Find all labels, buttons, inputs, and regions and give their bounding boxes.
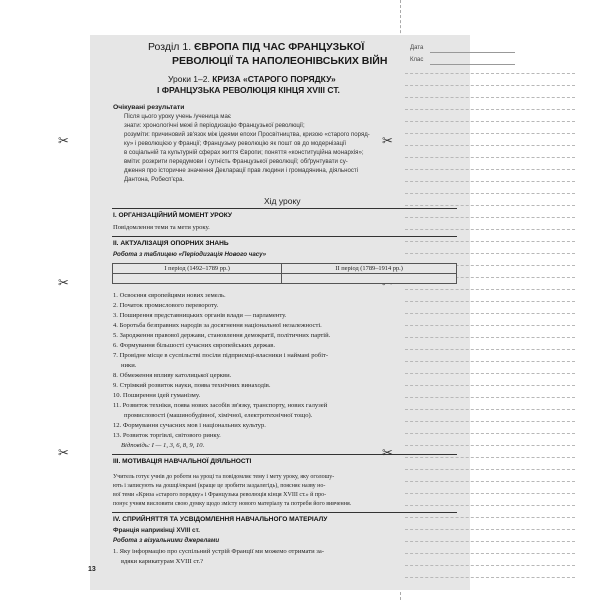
section-4-subheading: Франція наприкінці XVIII ст. (113, 527, 200, 534)
section-4-heading: IV. СПРИЙНЯТТЯ ТА УСВІДОМЛЕННЯ НАВЧАЛЬНОГО МАТЕРІАЛУ (113, 516, 328, 523)
date-label: Дата (410, 45, 424, 51)
list-item: 12. Формування сучасних мов і національних культур. (113, 422, 266, 429)
outcomes-line: ку» і революцією у Франції; Французьку революцію як пошт ов до модернізації (124, 140, 347, 147)
motivation-line: понує учням висловити свою думку щодо змісту нового матеріалу та потреби його вивчення. (113, 501, 352, 507)
list-item: 6. Формування більшості сучасних європейських держав. (113, 342, 276, 349)
list-item: 11. Розвиток техніки, поява нових засобів зв'язку, транспорту, нових галузей (113, 402, 328, 409)
question-line: 1. Яку інформацію про суспільний устрій Франції ми можемо отримати за- (113, 548, 325, 555)
outcomes-line: дження про історичне значення Декларації прав людини і громадянина, діяльності (124, 167, 359, 174)
periodization-table (112, 263, 457, 284)
table-header-period-1: І період (1492–1789 рр.) (113, 264, 282, 274)
list-item: ники. (121, 362, 137, 369)
list-item: 3. Поширення представницьких органів влади — парламенту. (113, 312, 287, 319)
outcomes-line: Дантона, Робесп'єра. (124, 176, 185, 183)
table-cell[interactable] (113, 274, 282, 284)
page-number: 13 (88, 566, 96, 573)
answer-line: Відповідь: І — 1, 3, 6, 8, 9, 10. (121, 442, 205, 449)
section-4-task: Робота з візуальними джерелами (113, 537, 220, 544)
list-item: 13. Розвиток торгівлі, світового ринку. (113, 432, 221, 439)
question-line: вдяки карикатурам XVIII ст.? (121, 558, 204, 565)
section-rule (112, 454, 457, 455)
chapter-title-line1: Розділ 1. ЄВРОПА ПІД ЧАС ФРАНЦУЗЬКОЇ (148, 41, 365, 53)
scissors-icon: ✂ (58, 445, 69, 460)
section-rule (112, 236, 457, 237)
class-label: Клас (410, 57, 424, 63)
outcomes-line: вміти: розкрити передумови і сутність Французької революції; обґрунтувати су- (124, 158, 348, 165)
outcomes-line: знати: хронологічні межі й періодизацію Французької революції; (124, 122, 305, 129)
section-rule (112, 208, 457, 209)
table-cell[interactable] (282, 274, 457, 284)
lesson-title-line2: І ФРАНЦУЗЬКА РЕВОЛЮЦІЯ КІНЦЯ XVIII СТ. (157, 85, 340, 95)
list-item: 1. Освоєння європейцями нових земель. (113, 292, 226, 299)
scissors-icon: ✂ (382, 133, 393, 148)
table-header-period-2: ІІ період (1789–1914 рр.) (282, 264, 457, 274)
outcomes-line: в соціальній та культурній сферах життя Європи; поняття «конституційна монархія»; (124, 149, 364, 156)
motivation-line: ють і записують на дошці/екрані (краще це зробити заздалегідь), поясняє назву но- (113, 483, 326, 489)
outcomes-heading: Очікувані результати (113, 104, 185, 111)
list-item: промисловості (машинобудівної, хімічної, електротехнічної тощо). (124, 412, 313, 419)
list-item: 10. Поширення ідей гуманізму. (113, 392, 201, 399)
list-item: 8. Обмеження впливу католицької церкви. (113, 372, 232, 379)
section-1-heading: І. ОРГАНІЗАЦІЙНИЙ МОМЕНТ УРОКУ (113, 212, 233, 219)
scissors-icon: ✂ (58, 275, 69, 290)
section-3-heading: ІІІ. МОТИВАЦІЯ НАВЧАЛЬНОЇ ДІЯЛЬНОСТІ (113, 458, 252, 465)
list-item: 7. Провідне місце в суспільстві посіли підприємці-власники і наймані робіт- (113, 352, 329, 359)
section-rule (112, 512, 457, 513)
scissors-icon: ✂ (382, 445, 393, 460)
section-1-text: Повідомлення теми та мети уроку. (113, 224, 210, 231)
section-2-task: Робота з таблицею «Періодизація Нового часу» (113, 251, 267, 258)
lesson-title-line1: Уроки 1–2. КРИЗА «СТАРОГО ПОРЯДКУ» (168, 74, 336, 84)
lesson-flow-heading: Хід уроку (264, 196, 301, 206)
motivation-line: Учитель готує учнів до роботи на уроці та повідомляє тему і мету уроку, яку оголошу- (113, 474, 335, 480)
chapter-title-line2: РЕВОЛЮЦІЇ ТА НАПОЛЕОНІВСЬКИХ ВІЙН (172, 55, 388, 67)
motivation-line: вої теми «Криза «старого порядку» і Французька революція кінця XVIII ст.» й про- (113, 492, 327, 498)
outcomes-line: розуміти: причиновий зв'язок між ідеями епохи Просвітництва, кризою «старого поряд- (124, 131, 370, 138)
outcomes-line: Після цього уроку учень /ученица має (124, 113, 231, 120)
scissors-icon: ✂ (58, 133, 69, 148)
list-item: 4. Боротьба безправних народів за досягнення національної незалежності. (113, 322, 322, 329)
notes-column (405, 38, 575, 593)
list-item: 5. Зародження правової держави, становлення демократії, політичних партій. (113, 332, 331, 339)
list-item: 9. Стрімкий розвиток науки, поява технічних винаходів. (113, 382, 271, 389)
list-item: 2. Початок промислового перевороту. (113, 302, 219, 309)
section-2-heading: ІІ. АКТУАЛІЗАЦІЯ ОПОРНИХ ЗНАНЬ (113, 240, 229, 247)
